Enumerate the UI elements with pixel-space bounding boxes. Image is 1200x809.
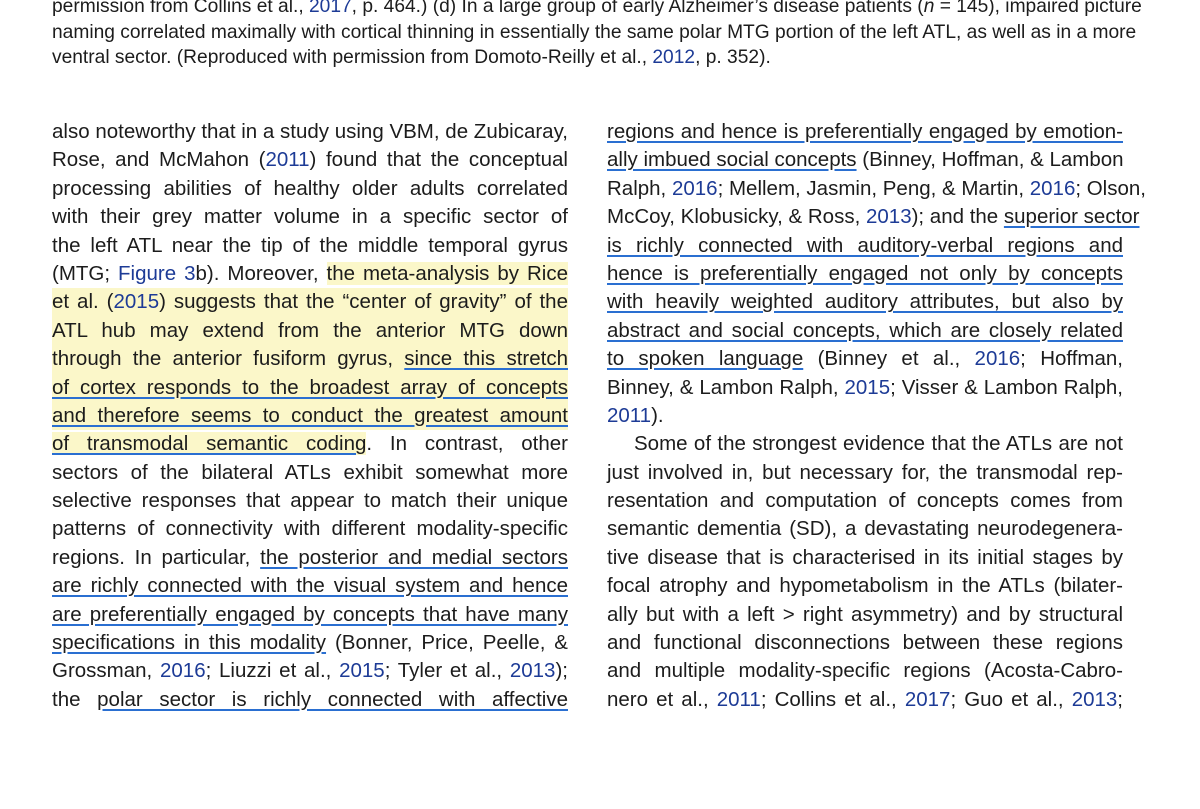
text-line bbox=[52, 430, 568, 458]
citation-link[interactable]: 2011 bbox=[607, 403, 652, 427]
body-text: McCoy, Klobusicky, & Ross, bbox=[607, 205, 866, 229]
text-line bbox=[607, 203, 1140, 231]
text-line bbox=[52, 629, 568, 657]
underlined-text: of transmodal semantic coding bbox=[52, 432, 367, 456]
text-line: also noteworthy that in a study using VBM, de Zubicaray, bbox=[52, 120, 568, 143]
citation-link[interactable]: 2016 bbox=[159, 659, 206, 683]
highlighted-text: the meta-analysis by Rice bbox=[326, 261, 568, 285]
caption-line bbox=[52, 45, 1124, 71]
body-text: b). Moreover, bbox=[195, 261, 327, 285]
citation-link[interactable]: 2011 bbox=[265, 148, 310, 172]
underlined-text: the posterior and medial sectors bbox=[260, 545, 568, 569]
text-line: of cortex responds to the broadest array of concepts bbox=[52, 374, 568, 402]
text-line: patterns of connectivity with different modality-specific bbox=[52, 517, 568, 541]
body-text: Rose, and McMahon ( bbox=[52, 148, 266, 172]
body-text: the bbox=[52, 687, 98, 711]
caption-text: permission from Collins et al., bbox=[52, 0, 309, 17]
caption-italic: n bbox=[923, 0, 935, 17]
body-text: ); bbox=[555, 659, 568, 683]
caption-text: = 145), impaired picture bbox=[934, 0, 1142, 17]
text-line: are richly connected with the visual system and hence bbox=[52, 574, 568, 598]
body-text: (MTG; bbox=[52, 261, 119, 285]
text-line: are preferentially engaged by concepts that have many bbox=[52, 602, 568, 626]
body-text: Ralph, bbox=[607, 176, 672, 200]
citation-link[interactable]: 2017 bbox=[308, 0, 352, 17]
body-text: nero et al., bbox=[607, 687, 717, 711]
left-column bbox=[52, 118, 568, 714]
body-text: ; Hoffman, bbox=[1020, 347, 1123, 371]
text-line bbox=[52, 345, 568, 373]
body-text: ; Collins et al., bbox=[760, 687, 905, 711]
figure-link[interactable]: Figure 3 bbox=[118, 261, 196, 285]
underlined-text: superior sector bbox=[1003, 205, 1140, 229]
text-line: focal atrophy and hypometabolism in the ATLs (bilater- bbox=[607, 574, 1123, 598]
body-text: ; bbox=[1117, 687, 1123, 711]
highlighted-text: et al. ( bbox=[52, 290, 114, 314]
body-text: (Binney et al., bbox=[803, 347, 975, 371]
text-line bbox=[52, 260, 568, 288]
text-line: hence is preferentially engaged not only by concepts bbox=[607, 261, 1123, 285]
citation-link[interactable]: 2016 bbox=[671, 176, 718, 200]
text-line: abstract and social concepts, which are closely related bbox=[607, 318, 1123, 342]
citation-link[interactable]: 2016 bbox=[974, 347, 1021, 371]
body-text: ; Guo et al., bbox=[950, 687, 1072, 711]
text-line: regions and hence is preferentially engaged by emotion- bbox=[607, 120, 1123, 143]
text-line: and multiple modality-specific regions (Acosta-Cabro- bbox=[607, 659, 1123, 683]
paragraph-start: Some of the strongest evidence that the ATLs are not bbox=[634, 432, 1123, 456]
citation-link[interactable]: 2012 bbox=[652, 47, 696, 68]
text-line: sectors of the bilateral ATLs exhibit somewhat more bbox=[52, 460, 568, 484]
citation-link[interactable]: 2013 bbox=[865, 205, 912, 229]
body-text: regions. In particular, bbox=[52, 545, 261, 569]
body-text: ) found that the conceptual bbox=[309, 148, 568, 172]
body-text: ; Tyler et al., bbox=[384, 659, 510, 683]
citation-link[interactable]: 2016 bbox=[1029, 176, 1076, 200]
citation-link[interactable]: 2015 bbox=[113, 290, 160, 314]
text-line bbox=[607, 146, 1123, 174]
caption-line: naming correlated maximally with cortical thinning in essentially the same polar MTG portion of the left ATL, as well as in a more bbox=[52, 21, 1137, 43]
body-text: (Bonner, Price, Peelle, & bbox=[326, 631, 568, 655]
text-line: tive disease that is characterised in its initial stages by bbox=[607, 545, 1123, 569]
body-text: . In contrast, other bbox=[366, 432, 568, 456]
text-line: the left ATL near the tip of the middle temporal gyrus bbox=[52, 233, 568, 257]
underlined-text: since this stretch bbox=[404, 347, 568, 371]
text-line bbox=[607, 374, 1123, 402]
text-line: processing abilities of healthy older adults correlated bbox=[52, 176, 568, 200]
text-line: with their grey matter volume in a specific sector of bbox=[52, 205, 568, 229]
underlined-text: specifications in this modality bbox=[52, 631, 327, 655]
text-line: and therefore seems to conduct the greatest amount bbox=[52, 402, 568, 430]
body-text: ; Liuzzi et al., bbox=[205, 659, 340, 683]
figure-caption bbox=[52, 0, 1142, 71]
text-line bbox=[52, 544, 568, 572]
text-line: and functional disconnections between these regions bbox=[607, 631, 1123, 655]
caption-text: ventral sector. (Reproduced with permission from Domoto-Reilly et al., bbox=[52, 47, 653, 68]
text-line: is richly connected with auditory-verbal regions and bbox=[607, 233, 1123, 257]
text-line bbox=[607, 402, 1123, 430]
body-text: ; Visser & Lambon Ralph, bbox=[890, 375, 1123, 399]
body-text: ; Mellem, Jasmin, Peng, & Martin, bbox=[717, 176, 1030, 200]
caption-text: , p. 352). bbox=[695, 47, 771, 68]
text-line bbox=[607, 686, 1123, 714]
body-text: Grossman, bbox=[52, 659, 160, 683]
citation-link[interactable]: 2011 bbox=[716, 687, 761, 711]
text-line: selective responses that appear to match their unique bbox=[52, 489, 568, 513]
underlined-text: polar sector is richly connected with affective bbox=[97, 687, 568, 711]
body-text: Binney, & Lambon Ralph, bbox=[607, 375, 845, 399]
citation-link[interactable]: 2015 bbox=[339, 659, 385, 683]
underlined-text: ally imbued social concepts bbox=[607, 148, 857, 172]
body-text: ). bbox=[651, 403, 664, 427]
text-line: with heavily weighted auditory attributes, but also by bbox=[607, 290, 1123, 314]
highlighted-text: through the anterior fusiform gyrus, bbox=[52, 347, 405, 371]
text-line: semantic dementia (SD), a devastating neurodegenera- bbox=[607, 517, 1123, 541]
text-line bbox=[52, 657, 568, 685]
citation-link[interactable]: 2015 bbox=[844, 375, 891, 399]
text-line bbox=[52, 288, 568, 316]
body-text: ; Olson, bbox=[1075, 176, 1146, 200]
text-line: just involved in, but necessary for, the transmodal rep- bbox=[607, 460, 1123, 484]
caption-line bbox=[52, 0, 1142, 20]
right-column bbox=[607, 118, 1146, 714]
text-line bbox=[52, 686, 568, 714]
body-text: ); and the bbox=[911, 205, 1004, 229]
text-line: ally but with a left > right asymmetry) and by structural bbox=[607, 602, 1123, 626]
text-line bbox=[52, 146, 568, 174]
highlighted-text: ) suggests that the “center of gravity” of the bbox=[159, 290, 568, 314]
citation-link[interactable]: 2013 bbox=[1071, 687, 1118, 711]
underlined-text: to spoken language bbox=[607, 347, 804, 371]
text-line: resentation and computation of concepts comes from bbox=[607, 489, 1123, 513]
text-line bbox=[607, 175, 1146, 203]
citation-link[interactable]: 2017 bbox=[904, 687, 951, 711]
body-text: (Binney, Hoffman, & Lambon bbox=[856, 148, 1124, 172]
caption-text: , p. 464.) (d) In a large group of early Alzheimer’s disease patients ( bbox=[351, 0, 924, 17]
text-line: ATL hub may extend from the anterior MTG down bbox=[52, 317, 568, 345]
citation-link[interactable]: 2013 bbox=[509, 659, 556, 683]
text-line bbox=[607, 345, 1123, 373]
